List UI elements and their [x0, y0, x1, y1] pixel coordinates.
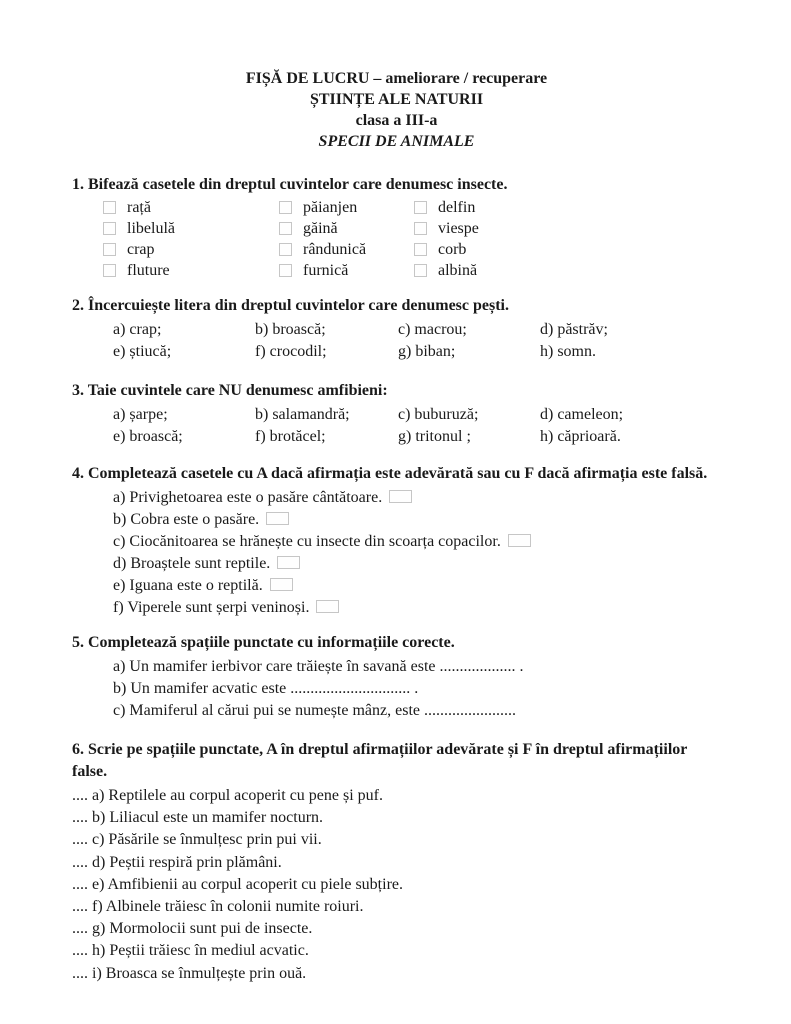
worksheet-header — [72, 68, 721, 152]
true-false-dotted-list — [72, 785, 721, 985]
insect-option — [279, 239, 414, 260]
amphibian-option: d) cameleon; — [540, 406, 624, 423]
statement-text: b) Cobra este o pasăre. — [113, 511, 260, 528]
amphibian-option: f) brotăcel; — [255, 428, 326, 445]
fill-in-row: a) Un mamifer ierbivor care trăiește în savană este ................... . — [113, 658, 524, 675]
amphibian-option: g) tritonul ; — [398, 428, 471, 445]
fish-option: f) crocodil; — [255, 343, 327, 360]
worksheet-title: FIȘĂ DE LUCRU – ameliorare / recuperare — [245, 70, 548, 87]
class-label: clasa a III-a — [355, 112, 438, 129]
insect-option — [279, 218, 414, 239]
checkbox-icon[interactable] — [414, 201, 427, 214]
checkbox-icon[interactable] — [414, 243, 427, 256]
true-false-row: .... c) Păsările se înmulțesc prin pui vii. — [72, 831, 322, 849]
true-false-row: .... d) Peștii respiră prin plămâni. — [72, 853, 282, 871]
fill-in-row: c) Mamiferul al cărui pui se numește mânz, este ....................... — [113, 702, 516, 719]
amphibian-option: e) broască; — [113, 428, 183, 445]
answer-box[interactable] — [277, 556, 300, 569]
fish-option: e) știucă; — [113, 343, 172, 360]
answer-box[interactable] — [316, 600, 339, 613]
insect-option — [414, 239, 721, 260]
fish-option: g) biban; — [398, 343, 456, 360]
insect-option-label: fluture — [127, 262, 170, 279]
fish-option: c) macrou; — [398, 321, 467, 338]
insect-option — [103, 239, 279, 260]
exercise-5 — [72, 632, 721, 722]
statement-row — [113, 509, 721, 531]
statement-row — [113, 575, 721, 597]
statement-text: f) Viperele sunt șerpi veninoși. — [113, 599, 310, 616]
statement-row — [113, 597, 721, 619]
checkbox-icon[interactable] — [279, 243, 292, 256]
exercise-3-heading: 3. Taie cuvintele care NU denumesc amfibieni: — [72, 382, 388, 399]
statement-text: e) Iguana este o reptilă. — [113, 577, 263, 594]
insect-option — [414, 218, 721, 239]
insect-option — [103, 197, 279, 218]
answer-box[interactable] — [389, 490, 412, 503]
insect-checkbox-grid — [103, 197, 721, 281]
exercise-6-heading: 6. Scrie pe spațiile punctate, A în dreptul afirmațiilor adevărate și F în dreptul afirmațiilor false. — [72, 741, 688, 780]
true-false-row: .... i) Broasca se înmulțește prin ouă. — [72, 964, 307, 982]
checkbox-icon[interactable] — [103, 243, 116, 256]
insect-option-label: corb — [438, 241, 467, 258]
insect-option-label: păianjen — [303, 199, 358, 216]
insect-option — [279, 260, 414, 281]
insect-option-label: albină — [438, 262, 478, 279]
true-false-row: .... g) Mormolocii sunt pui de insecte. — [72, 920, 313, 938]
checkbox-icon[interactable] — [279, 264, 292, 277]
true-false-row: .... e) Amfibienii au corpul acoperit cu piele subțire. — [72, 875, 403, 893]
checkbox-icon[interactable] — [414, 264, 427, 277]
exercise-4-heading: 4. Completează casetele cu A dacă afirmația este adevărată sau cu F dacă afirmația este falsă. — [72, 465, 708, 482]
true-false-row: .... f) Albinele trăiesc în colonii numite roiuri. — [72, 898, 364, 916]
insect-option — [414, 260, 721, 281]
amphibian-option: h) căprioară. — [540, 428, 621, 445]
insect-option-label: libelulă — [127, 220, 175, 237]
insect-option-label: rândunică — [303, 241, 367, 258]
answer-box[interactable] — [508, 534, 531, 547]
checkbox-icon[interactable] — [414, 222, 427, 235]
insect-option-label: delfin — [438, 199, 476, 216]
statement-row — [113, 553, 721, 575]
insect-option-label: găină — [303, 220, 338, 237]
statement-text: d) Broaștele sunt reptile. — [113, 555, 271, 572]
answer-box[interactable] — [270, 578, 293, 591]
fill-in-list — [113, 656, 721, 722]
insect-option — [279, 197, 414, 218]
subject-title: ȘTIINȚE ALE NATURII — [309, 91, 484, 108]
checkbox-icon[interactable] — [103, 264, 116, 277]
fill-in-row: b) Un mamifer acvatic este .............................. . — [113, 680, 419, 697]
exercise-2-heading: 2. Încercuiește litera din dreptul cuvintelor care denumesc pești. — [72, 297, 509, 314]
insect-option-label: rață — [127, 199, 151, 216]
statement-text: a) Privighetoarea este o pasăre cântătoare. — [113, 489, 383, 506]
exercise-5-heading: 5. Completează spațiile punctate cu informațiile corecte. — [72, 634, 455, 651]
exercise-1 — [72, 174, 721, 281]
fish-option: b) broască; — [255, 321, 326, 338]
insect-option-label: viespe — [438, 220, 479, 237]
insect-option — [103, 218, 279, 239]
answer-box[interactable] — [266, 512, 289, 525]
amphibian-option-grid — [113, 404, 721, 448]
true-false-box-list — [113, 487, 721, 619]
true-false-row: .... b) Liliacul este un mamifer nocturn. — [72, 809, 324, 827]
amphibian-option: a) șarpe; — [113, 406, 168, 423]
true-false-row: .... a) Reptilele au corpul acoperit cu pene și puf. — [72, 787, 383, 804]
checkbox-icon[interactable] — [103, 222, 116, 235]
exercise-6 — [72, 739, 721, 985]
checkbox-icon[interactable] — [279, 222, 292, 235]
exercise-2 — [72, 295, 721, 363]
insect-option — [414, 197, 721, 218]
statement-text: c) Ciocănitoarea se hrănește cu insecte din scoarța copacilor. — [113, 533, 501, 550]
exercise-1-heading: 1. Bifează casetele din dreptul cuvintelor care denumesc insecte. — [72, 176, 508, 193]
statement-row — [113, 487, 721, 509]
amphibian-option: b) salamandră; — [255, 406, 350, 423]
statement-row — [113, 531, 721, 553]
insect-option-label: furnică — [303, 262, 349, 279]
exercise-4 — [72, 463, 721, 619]
fish-option-grid — [113, 319, 721, 363]
true-false-row: .... h) Peștii trăiesc în mediul acvatic. — [72, 942, 309, 960]
fish-option: d) păstrăv; — [540, 321, 608, 338]
amphibian-option: c) buburuză; — [398, 406, 479, 423]
topic-title: SPECII DE ANIMALE — [318, 133, 475, 150]
exercise-3 — [72, 380, 721, 448]
checkbox-icon[interactable] — [279, 201, 292, 214]
fish-option: h) somn. — [540, 343, 596, 360]
fish-option: a) crap; — [113, 321, 162, 338]
insect-option — [103, 260, 279, 281]
checkbox-icon[interactable] — [103, 201, 116, 214]
insect-option-label: crap — [127, 241, 155, 258]
